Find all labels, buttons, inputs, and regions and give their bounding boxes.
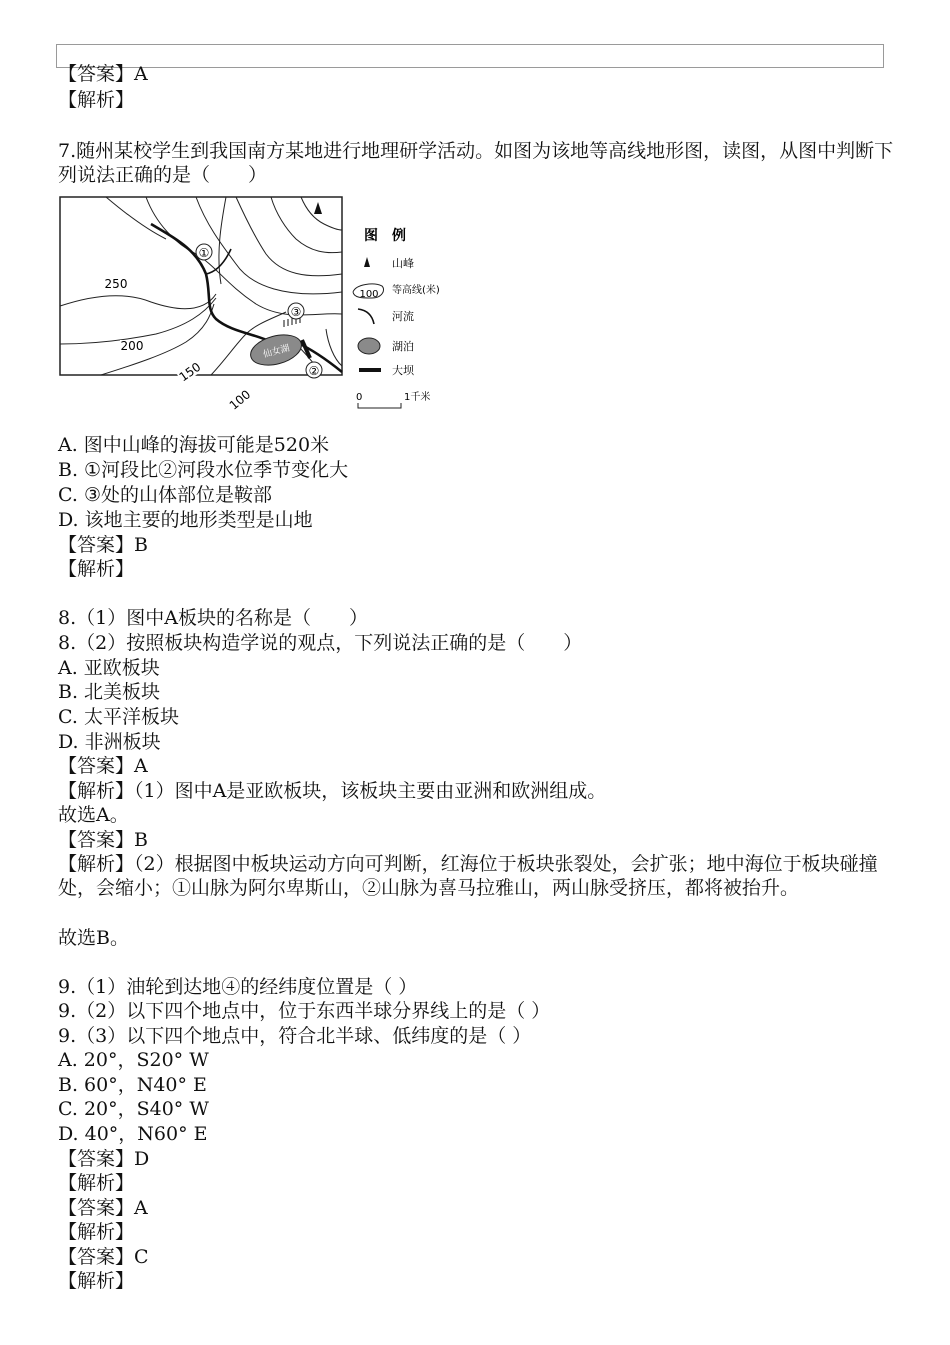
- q9-answer-1: 【答案】D: [58, 1148, 150, 1170]
- q8-answer-1: 【答案】A: [58, 755, 148, 777]
- contour-label-150: 150: [176, 359, 204, 385]
- q6-analysis: 【解析】: [58, 89, 135, 111]
- legend-lake: 湖泊: [392, 340, 414, 353]
- contour-label-250: 250: [104, 277, 128, 291]
- contour-map: [56, 194, 446, 444]
- q8-conclusion-1: 故选A。: [58, 804, 129, 826]
- legend-scale-label: 1千米: [404, 392, 431, 403]
- q9-stem-2: 9.（2）以下四个地点中，位于东西半球分界线上的是（ ）: [58, 1000, 551, 1022]
- legend-dam-icon: [359, 368, 381, 372]
- q7-answer: 【答案】B: [58, 534, 148, 556]
- q8-stem-2: 8.（2）按照板块构造学说的观点，下列说法正确的是（ ）: [58, 632, 583, 654]
- marker-3: ③: [290, 305, 302, 319]
- legend-river: 河流: [392, 310, 414, 323]
- previous-question-box: [56, 44, 884, 68]
- map-legend: [353, 227, 440, 408]
- legend-river-icon: [358, 309, 374, 324]
- q9-option-a: A. 20°，S20° W: [58, 1049, 209, 1071]
- legend-contour-sample: 100: [359, 289, 379, 300]
- legend-contour: 等高线(米): [392, 285, 440, 296]
- marker-2: ②: [308, 364, 320, 378]
- q8-answer-2: 【答案】B: [58, 829, 148, 851]
- q7-analysis: 【解析】: [58, 558, 135, 580]
- legend-scale-zero: 0: [356, 392, 363, 403]
- contour-label-200: 200: [120, 339, 144, 353]
- legend-peak-icon: [364, 257, 370, 267]
- q9-analysis-3: 【解析】: [58, 1270, 135, 1292]
- q7-option-b: B. ①河段比②河段水位季节变化大: [58, 459, 349, 481]
- q8-option-a: A. 亚欧板块: [58, 657, 160, 679]
- q7-option-a: A. 图中山峰的海拔可能是520米: [58, 434, 330, 456]
- marker-1: ①: [198, 246, 210, 260]
- q9-option-c: C. 20°，S40° W: [58, 1098, 209, 1120]
- q8-stem-1: 8.（1）图中A板块的名称是（ ）: [58, 607, 368, 629]
- q8-analysis-1: 【解析】（1）图中A是亚欧板块，该板块主要由亚洲和欧洲组成。: [58, 780, 607, 802]
- legend-peak: 山峰: [392, 257, 414, 270]
- q8-analysis-2: 【解析】（2）根据图中板块运动方向可判断，红海位于板块张裂处，会扩张；地中海位于板块碰撞处，会缩小；①山脉为阿尔卑斯山，②山脉为喜马拉雅山，两山脉受挤压，都将被抬升。: [58, 853, 878, 899]
- contour-label-100: 100: [226, 387, 254, 413]
- q9-analysis-1: 【解析】: [58, 1172, 135, 1194]
- q9-analysis-2: 【解析】: [58, 1221, 135, 1243]
- q9-answer-2: 【答案】A: [58, 1197, 148, 1219]
- q7-option-d: D. 该地主要的地形类型是山地: [58, 509, 313, 531]
- lake-label: 仙女湖: [262, 343, 291, 361]
- q9-answer-3: 【答案】C: [58, 1246, 149, 1268]
- q9-option-d: D. 40°，N60° E: [58, 1123, 208, 1145]
- q9-stem-1: 9.（1）油轮到达地④的经纬度位置是（ ）: [58, 976, 418, 998]
- q7-option-c: C. ③处的山体部位是鞍部: [58, 484, 272, 506]
- q9-option-b: B. 60°，N40° E: [58, 1074, 207, 1096]
- q9-stem-3: 9.（3）以下四个地点中，符合北半球、低纬度的是（ ）: [58, 1025, 532, 1047]
- q7-stem: 7.随州某校学生到我国南方某地进行地理研学活动。如图为该地等高线地形图，读图，从图中判断下列说法正确的是（ ）: [58, 140, 894, 186]
- legend-title: 图 例: [364, 228, 406, 244]
- legend-scale-bar: [358, 403, 401, 408]
- q8-option-b: B. 北美板块: [58, 681, 161, 703]
- q8-option-d: D. 非洲板块: [58, 731, 161, 753]
- q6-answer: 【答案】A: [58, 63, 148, 85]
- peak-icon: [314, 202, 322, 214]
- legend-dam: 大坝: [392, 364, 414, 377]
- q8-option-c: C. 太平洋板块: [58, 706, 179, 728]
- q8-conclusion-2: 故选B。: [58, 927, 129, 949]
- legend-lake-icon: [358, 338, 380, 354]
